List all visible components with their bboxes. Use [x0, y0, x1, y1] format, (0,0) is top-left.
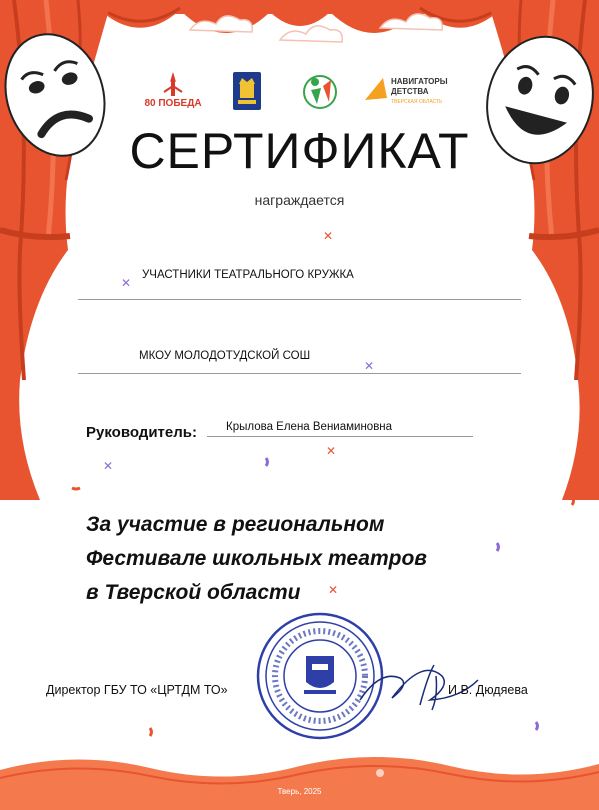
- svg-text:✕: ✕: [328, 583, 339, 597]
- certificate-title: СЕРТИФИКАТ: [129, 123, 470, 179]
- victory-logo-text: 80 ПОБЕДА: [144, 98, 202, 109]
- award-line: За участие в региональном: [86, 513, 385, 536]
- award-line: Фестивале школьных театров: [86, 547, 427, 570]
- certificate-subtitle: награждается: [254, 192, 345, 208]
- navigators-text-1: НАВИГАТОРЫ: [391, 77, 448, 86]
- school-text: МКОУ МОЛОДОТУДСКОЙ СОШ: [139, 350, 311, 362]
- svg-text:✕: ✕: [326, 444, 337, 458]
- tver-coat-of-arms-logo: [232, 70, 262, 114]
- school-underline: [78, 373, 521, 374]
- navigators-text-2: ДЕТСТВА: [391, 87, 429, 96]
- svg-text:✕: ✕: [323, 229, 334, 243]
- rdsh-movement-logo: [303, 70, 337, 114]
- award-line: в Тверской области: [86, 581, 301, 604]
- director-name: И.В. Дюдяева: [448, 683, 528, 697]
- leader-name: Крылова Елена Вениаминовна: [226, 421, 393, 433]
- victory-80-logo: [144, 70, 202, 114]
- recipient-underline: [78, 299, 521, 300]
- official-stamp: [258, 614, 382, 738]
- navigators-logo: [363, 70, 449, 114]
- bottom-band: [0, 757, 599, 810]
- footer-city-year: Тверь, 2025: [277, 787, 322, 796]
- svg-text:✕: ✕: [103, 459, 114, 473]
- logos-row: [144, 70, 448, 118]
- leader-underline: [207, 436, 473, 437]
- svg-text:✕: ✕: [364, 359, 375, 373]
- navigators-text-3: ТВЕРСКАЯ ОБЛАСТЬ: [391, 99, 443, 105]
- director-title: Директор ГБУ ТО «ЦРТДМ ТО»: [46, 683, 228, 697]
- svg-text:✕: ✕: [121, 276, 132, 290]
- recipient-text: УЧАСТНИКИ ТЕАТРАЛЬНОГО КРУЖКА: [142, 269, 354, 281]
- award-text: [86, 508, 566, 610]
- leader-label: Руководитель:: [86, 424, 197, 441]
